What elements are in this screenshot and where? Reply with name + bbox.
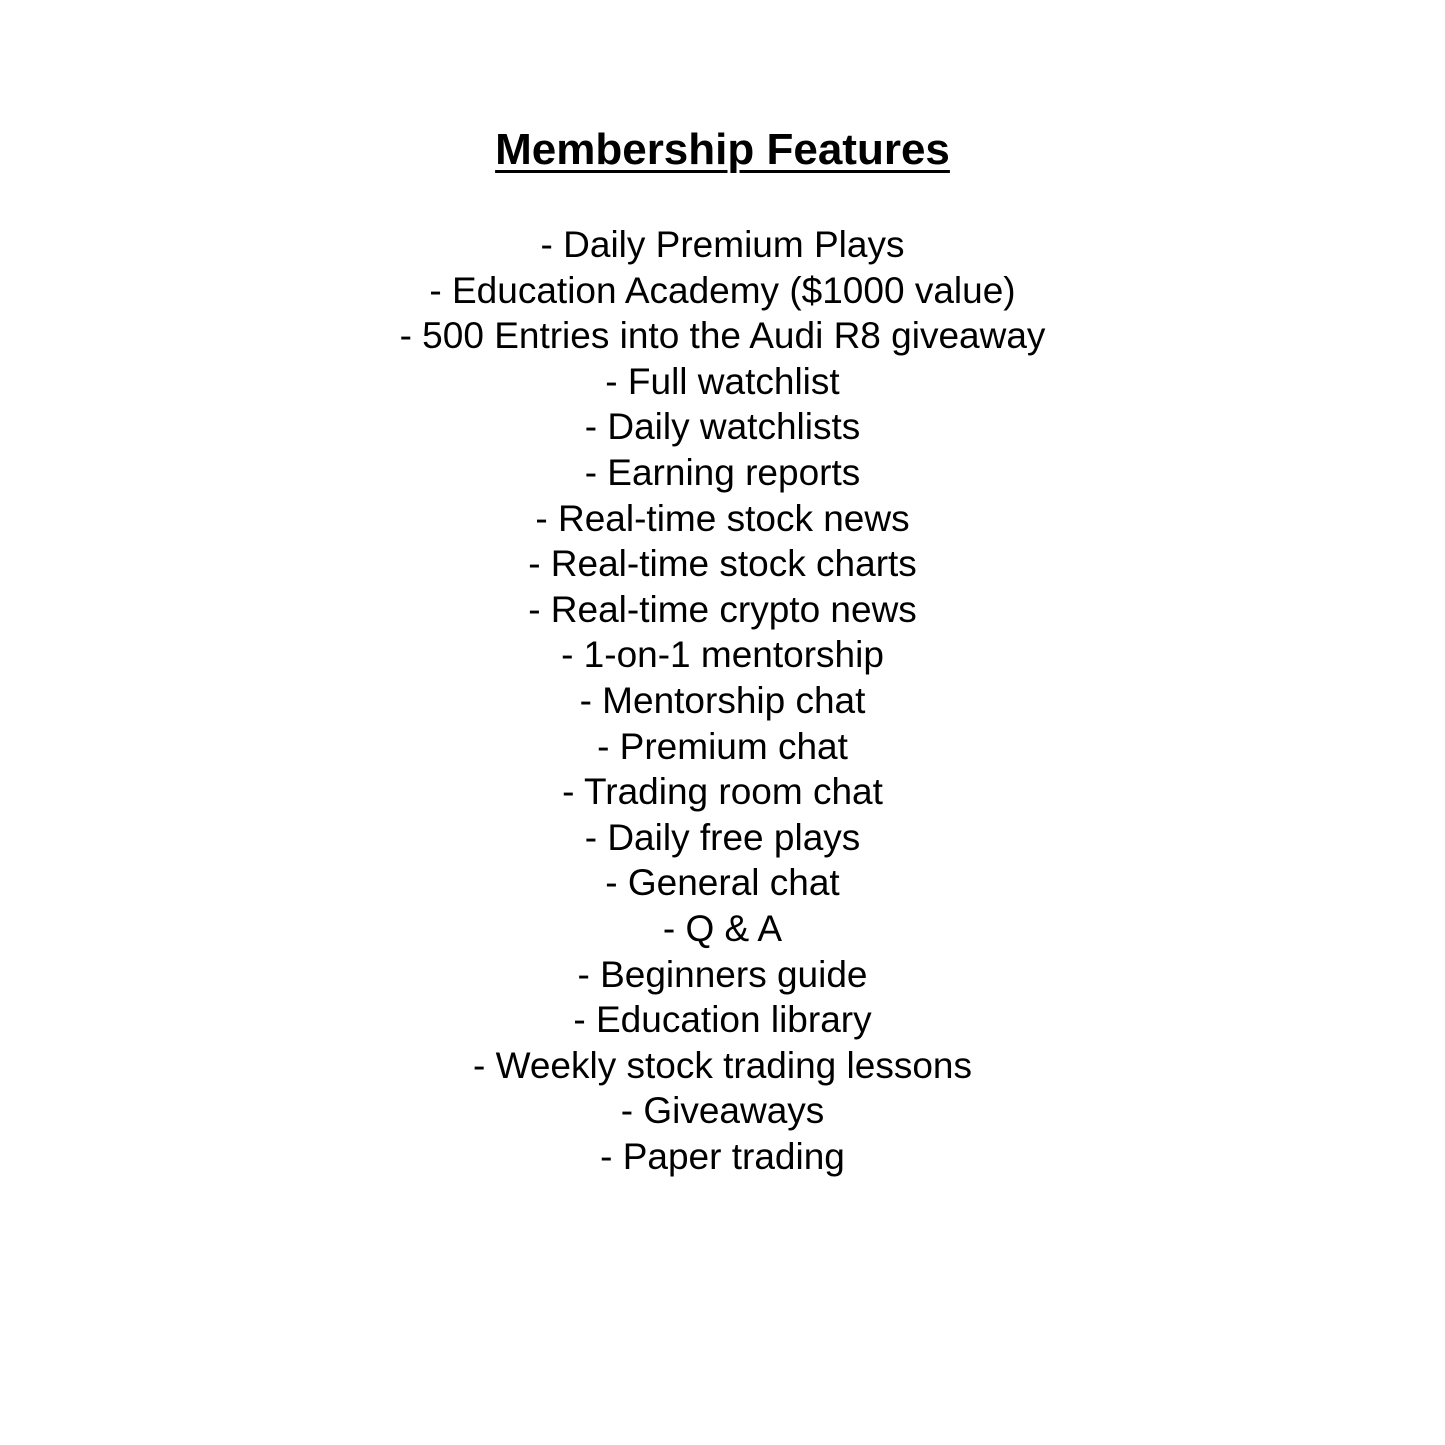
feature-item: - Earning reports [584,451,861,493]
feature-item: - Real-time crypto news [528,588,917,630]
feature-item: - Premium chat [597,725,848,767]
page-title: Membership Features [495,125,950,174]
feature-item: - Weekly stock trading lessons [472,1044,972,1086]
feature-item: - Daily Premium Plays [540,224,905,265]
feature-item: - General chat [605,862,840,904]
feature-item: - 500 Entries into the Audi R8 giveaway [399,315,1046,357]
feature-item: - Mentorship chat [579,679,866,721]
feature-item: - Daily free plays [584,816,861,858]
feature-item: - Daily watchlists [584,406,861,448]
feature-item: - Full watchlist [605,360,840,402]
feature-item: - Real-time stock charts [528,543,917,585]
feature-item: - Paper trading [600,1135,845,1177]
feature-item: - Real-time stock news [535,497,910,539]
feature-item: - 1-on-1 mentorship [561,634,884,676]
feature-item: - Education library [573,999,872,1041]
feature-item: - Beginners guide [577,953,868,995]
feature-item: - Trading room chat [562,771,883,813]
feature-list [0,222,1445,1179]
feature-item: - Education Academy ($1000 value) [429,269,1016,311]
feature-item: - Giveaways [620,1090,825,1132]
feature-item: - Q & A [662,907,783,949]
